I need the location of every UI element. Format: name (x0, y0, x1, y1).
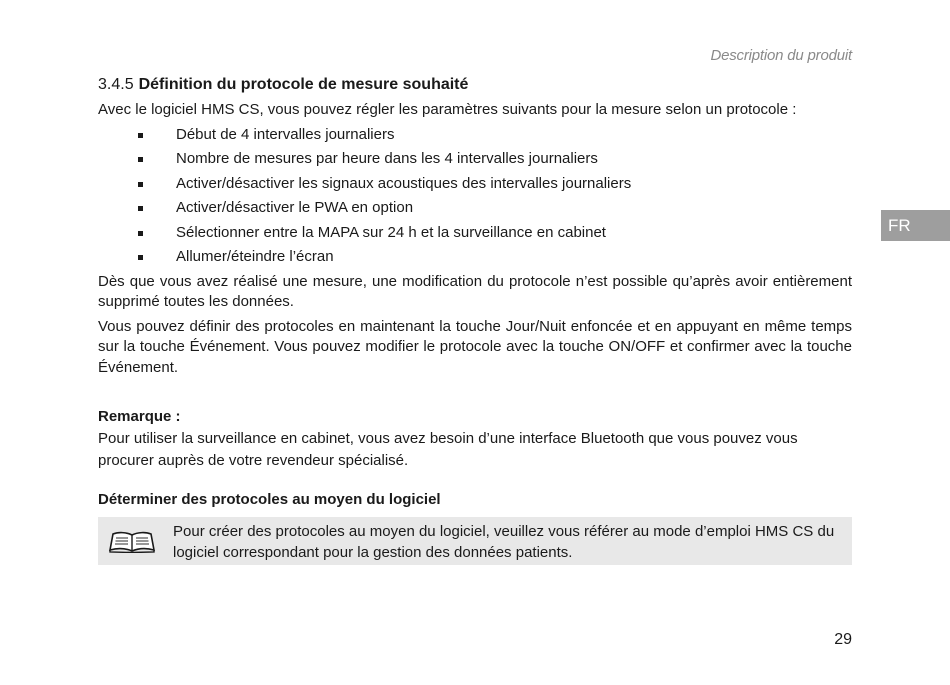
note-box (98, 517, 852, 565)
list-item-text: Activer/désactiver le PWA en option (176, 199, 414, 216)
bullet-icon (138, 182, 143, 187)
page-number: 29 (834, 631, 852, 648)
page-content (98, 74, 852, 565)
software-heading: Déterminer des protocoles au moyen du logiciel (98, 491, 441, 508)
list-item-text: Début de 4 intervalles journaliers (176, 125, 395, 143)
language-tab: FR (881, 210, 950, 241)
section-heading (98, 74, 852, 96)
bullet-icon (138, 157, 143, 162)
bullet-icon (138, 133, 143, 138)
protocol-change-paragraph: Dès que vous avez réalisé une mesure, une modification du protocole n’est possible qu’après avoir entièrement supprimé toutes les données. (98, 272, 852, 310)
section-title: Définition du protocole de mesure souhaité (138, 76, 469, 93)
remark-text: Pour utiliser la surveillance en cabinet, vous avez besoin d’une interface Bluetooth que vous pouvez vous procurer auprès de votre revendeur spécialisé. (98, 430, 798, 469)
list-item (98, 223, 852, 248)
list-item (98, 149, 852, 174)
note-text: Pour créer des protocoles au moyen du logiciel, veuillez vous référer au mode d’emploi HMS CS du logiciel correspondant pour la gestion des données patients. (173, 523, 835, 561)
list-item-text: Activer/désactiver les signaux acoustiques des intervalles journaliers (176, 174, 632, 192)
parameter-list (98, 125, 852, 272)
protocol-define-paragraph: Vous pouvez définir des protocoles en maintenant la touche Jour/Nuit enfoncée et en appuyant en même temps sur la touche Événement. Vous pouvez modifier le protocole avec la touche ON/OFF et confirmer avec la touche Événement. (98, 317, 852, 376)
list-item (98, 247, 852, 272)
section-number: 3.4.5 (98, 76, 134, 93)
intro-paragraph: Avec le logiciel HMS CS, vous pouvez régler les paramètres suivants pour la mesure selon un protocole : (98, 101, 797, 118)
list-item-text: Nombre de mesures par heure dans les 4 intervalles journaliers (176, 150, 598, 167)
list-item (98, 198, 852, 223)
list-item (98, 125, 852, 150)
bullet-icon (138, 231, 143, 236)
bullet-icon (138, 255, 143, 260)
remark-title: Remarque : (98, 408, 181, 425)
list-item-text: Allumer/éteindre l’écran (176, 248, 334, 265)
list-item (98, 174, 852, 199)
list-item-text: Sélectionner entre la MAPA sur 24 h et la surveillance en cabinet (176, 223, 606, 241)
bullet-icon (138, 206, 143, 211)
running-header: Description du produit (710, 47, 852, 64)
book-icon (109, 531, 155, 553)
